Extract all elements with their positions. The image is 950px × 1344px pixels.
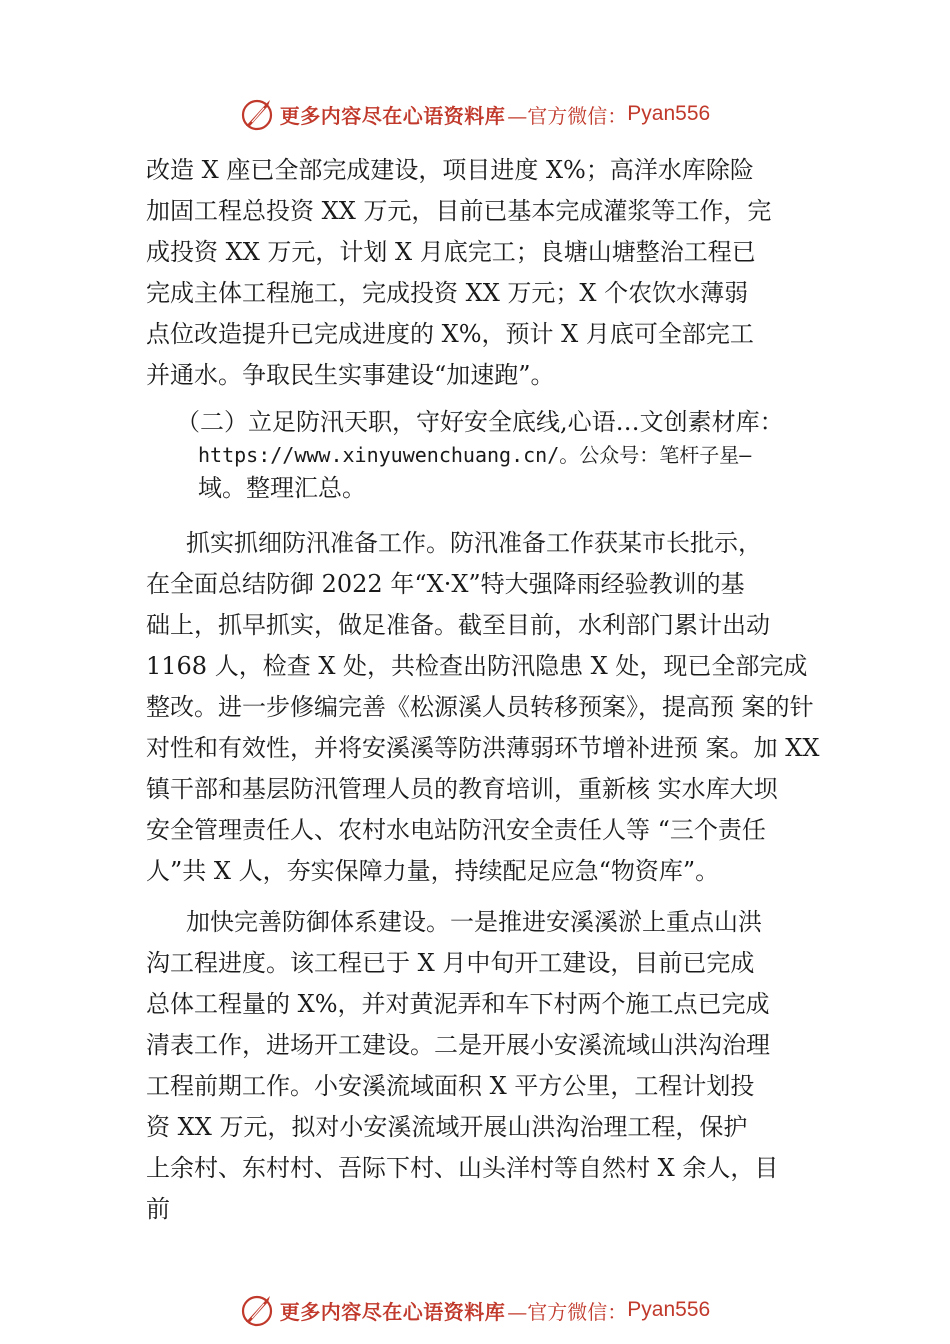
- banner-brand-text: 更多内容尽在心语资料库: [279, 103, 506, 128]
- text-line: 安全管理责任人、农村水电站防汛安全责任人等 “三个责任: [146, 816, 766, 844]
- text-line: 总体工程量的 X%，并对黄泥弄和车下村两个施工点已完成: [146, 990, 770, 1018]
- text-line: 础上，抓早抓实，做足准备。截至目前，水利部门累计出动: [146, 611, 770, 639]
- banner-wechat-id: Pyan556: [627, 102, 711, 125]
- text-line: 前: [146, 1195, 170, 1223]
- text-line: 1168 人，检查 X 处，共检查出防汛隐患 X 处，现已全部完成: [146, 652, 808, 680]
- text-line: 成投资 XX 万元，计划 X 月底完工；良塘山塘整治工程已: [146, 238, 756, 266]
- text-line: 工程前期工作。小安溪流域面积 X 平方公里，工程计划投: [146, 1072, 755, 1100]
- text-line: 对性和有效性，并将安溪溪等防洪薄弱环节增补进预 案。加 XX: [146, 734, 820, 762]
- text-line: 资 XX 万元，拟对小安溪流域开展山洪沟治理工程，保护: [146, 1113, 748, 1141]
- quill-pen-logo-icon: [240, 96, 276, 132]
- text-line: 改造 X 座已全部完成建设，项目进度 X%；高洋水库除险: [146, 156, 754, 184]
- header-banner: [0, 92, 950, 136]
- banner-wechat-label: —官方微信：: [507, 1299, 628, 1324]
- text-line: 清表工作，进场开工建设。二是开展小安溪流域山洪沟治理: [146, 1031, 770, 1059]
- section-heading: [146, 406, 816, 505]
- document-body: [146, 150, 820, 1230]
- text-line: 上余村、东村村、吾际下村、山头洋村等自然村 X 余人，目: [146, 1154, 779, 1182]
- quill-pen-logo-icon: [240, 1292, 276, 1328]
- text-line: 并通水。争取民生实事建设“加速跑”。: [146, 361, 555, 389]
- text-line: 抓实抓细防汛准备工作。防汛准备工作获某市长批示，: [186, 529, 762, 557]
- section-heading-tail: 域。整理汇总。: [198, 474, 366, 502]
- text-line: 点位改造提升已完成进度的 X%，预计 X 月底可全部完工: [146, 320, 754, 348]
- banner-brand-text: 更多内容尽在心语资料库: [279, 1299, 506, 1324]
- section-heading-title: （二）立足防汛天职，守好安全底线,心语…文创素材库：: [176, 408, 784, 436]
- banner-wechat-id: Pyan556: [627, 1298, 711, 1321]
- text-line: 加快完善防御体系建设。一是推进安溪溪淤上重点山洪: [186, 908, 762, 936]
- paragraph-defense-system: [146, 902, 816, 1230]
- text-line: 沟工程进度。该工程已于 X 月中旬开工建设，目前已完成: [146, 949, 755, 977]
- footer-banner: [0, 1288, 950, 1332]
- text-line: 镇干部和基层防汛管理人员的教育培训，重新核 实水库大坝: [146, 775, 778, 803]
- text-line: 人”共 X 人，夯实保障力量，持续配足应急“物资库”。: [146, 857, 720, 885]
- section-heading-url: https://www.xinyuwenchuang.cn/。公众号：笔杆子星—: [198, 443, 752, 467]
- banner-wechat-label: —官方微信：: [507, 103, 628, 128]
- paragraph-flood-preparation: [146, 523, 820, 892]
- paragraph-construction-progress: [146, 150, 816, 396]
- text-line: 整改。进一步修编完善《松源溪人员转移预案》，提高预 案的针: [146, 693, 814, 721]
- text-line: 完成主体工程施工，完成投资 XX 万元；X 个农饮水薄弱: [146, 279, 749, 307]
- text-line: 在全面总结防御 2022 年“X·X”特大强降雨经验教训的基: [146, 570, 745, 598]
- text-line: 加固工程总投资 XX 万元，目前已基本完成灌浆等工作，完: [146, 197, 772, 225]
